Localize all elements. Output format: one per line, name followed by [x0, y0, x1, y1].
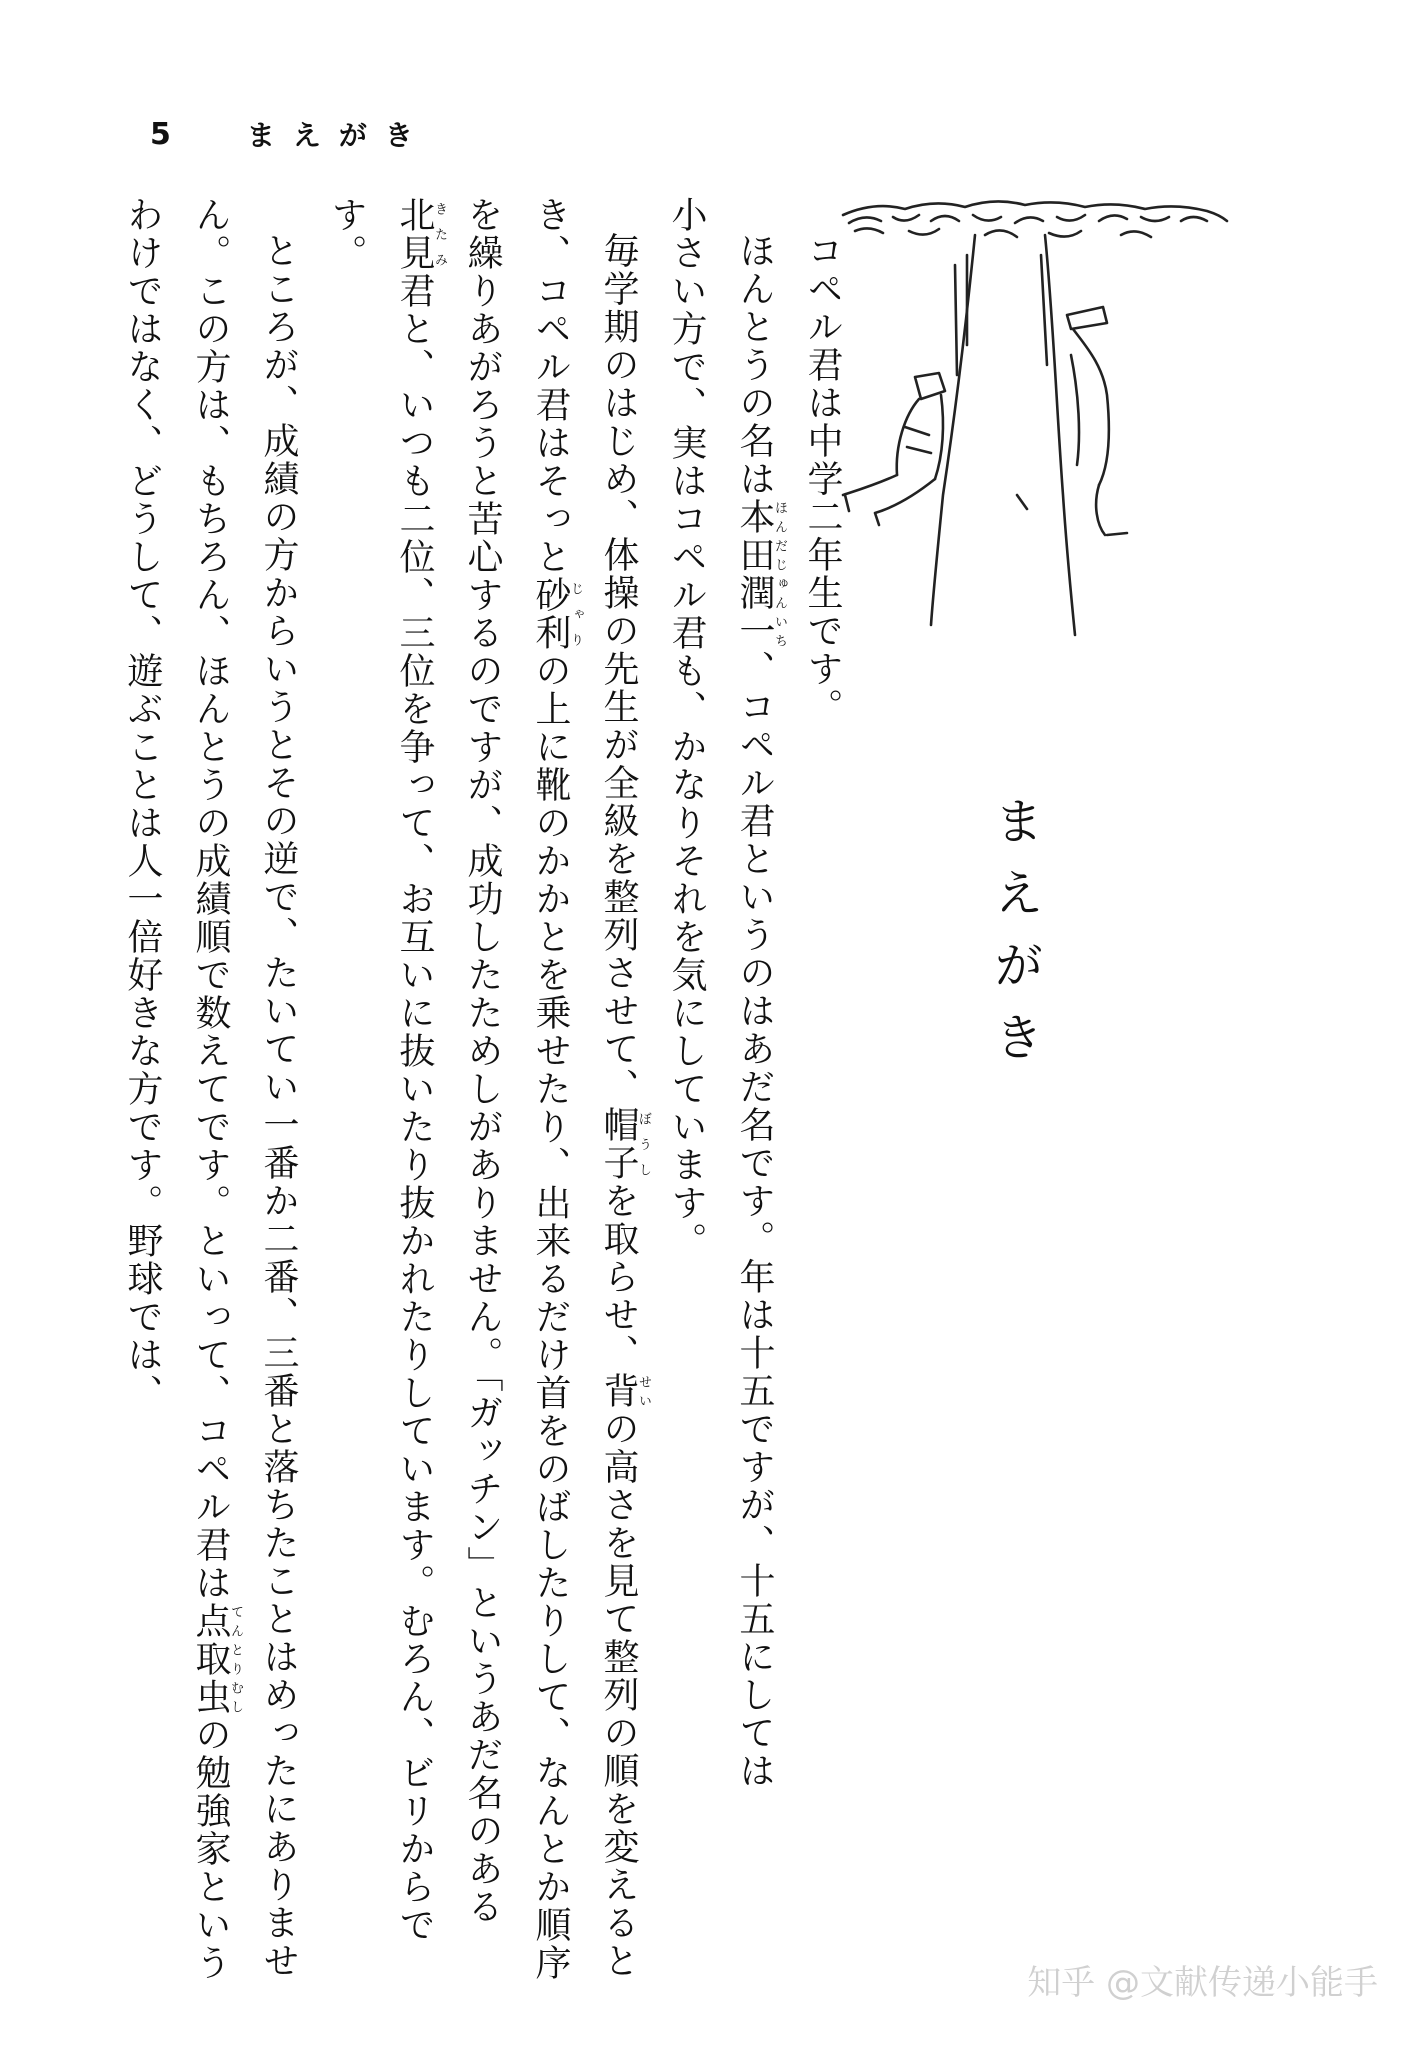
intro-line-3: 小さい方で、実はコペル君も、かなりそれを気にしています。: [666, 196, 707, 1260]
page-number: 5: [150, 116, 171, 152]
ruby-boushi: 帽子ぼうし: [598, 1106, 651, 1182]
running-title: まえがき: [246, 119, 431, 152]
chapter-title: まえがき: [986, 795, 1044, 1083]
ruby-tentorimushi: 点取虫てんとりむし: [190, 1602, 243, 1716]
ruby-jari: 砂利じゃり: [530, 576, 583, 652]
watermark: 知乎 @文献传递小能手: [1027, 1963, 1378, 2003]
page-header: [150, 112, 431, 156]
tree-illustration: [835, 195, 1235, 675]
ruby-kitami: 北見きたみ: [394, 196, 447, 272]
paragraph-1: 毎学期のはじめ、体操の先生が全級を整列させて、帽子ぼうしを取らせ、背せいの高さを見て整列の順を変えるとき、コペル君はそっと砂利じゃりの上に靴のかかとを乗せたり、出来るだけ首をのばしたりして、なんとか順序を繰りあがろうと苦心するのですが、成功したためしがありません。「ガッチン」というあだ名のある北見きたみ君と、いつも二位、三位を争って、お互いに抜いたり抜かれたりしています。むろん、ビリからです。: [326, 196, 651, 1982]
intro-line-2: ほんとうの名は本田潤一ほんだじゅんいち、コペル君というのはあだ名です。年は十五ですが、十五にしては: [734, 232, 787, 1790]
ruby-se: 背せい: [598, 1372, 651, 1410]
main-text: [122, 196, 856, 1996]
intro-line-1: コペル君は中学二年生です。: [802, 232, 843, 726]
ruby-honda_junichi: 本田潤一ほんだじゅんいち: [734, 498, 787, 650]
paragraph-2: ところが、成績の方からいうとその逆で、たいてい一番か二番、三番と落ちたことはめったにありません。この方は、もちろん、ほんとうの成績順で数えてです。といって、コペル君は点取虫てんとりむしの勉強家というわけではなく、どうして、遊ぶことは人一倍好きな方です。野球では、: [122, 196, 299, 1982]
